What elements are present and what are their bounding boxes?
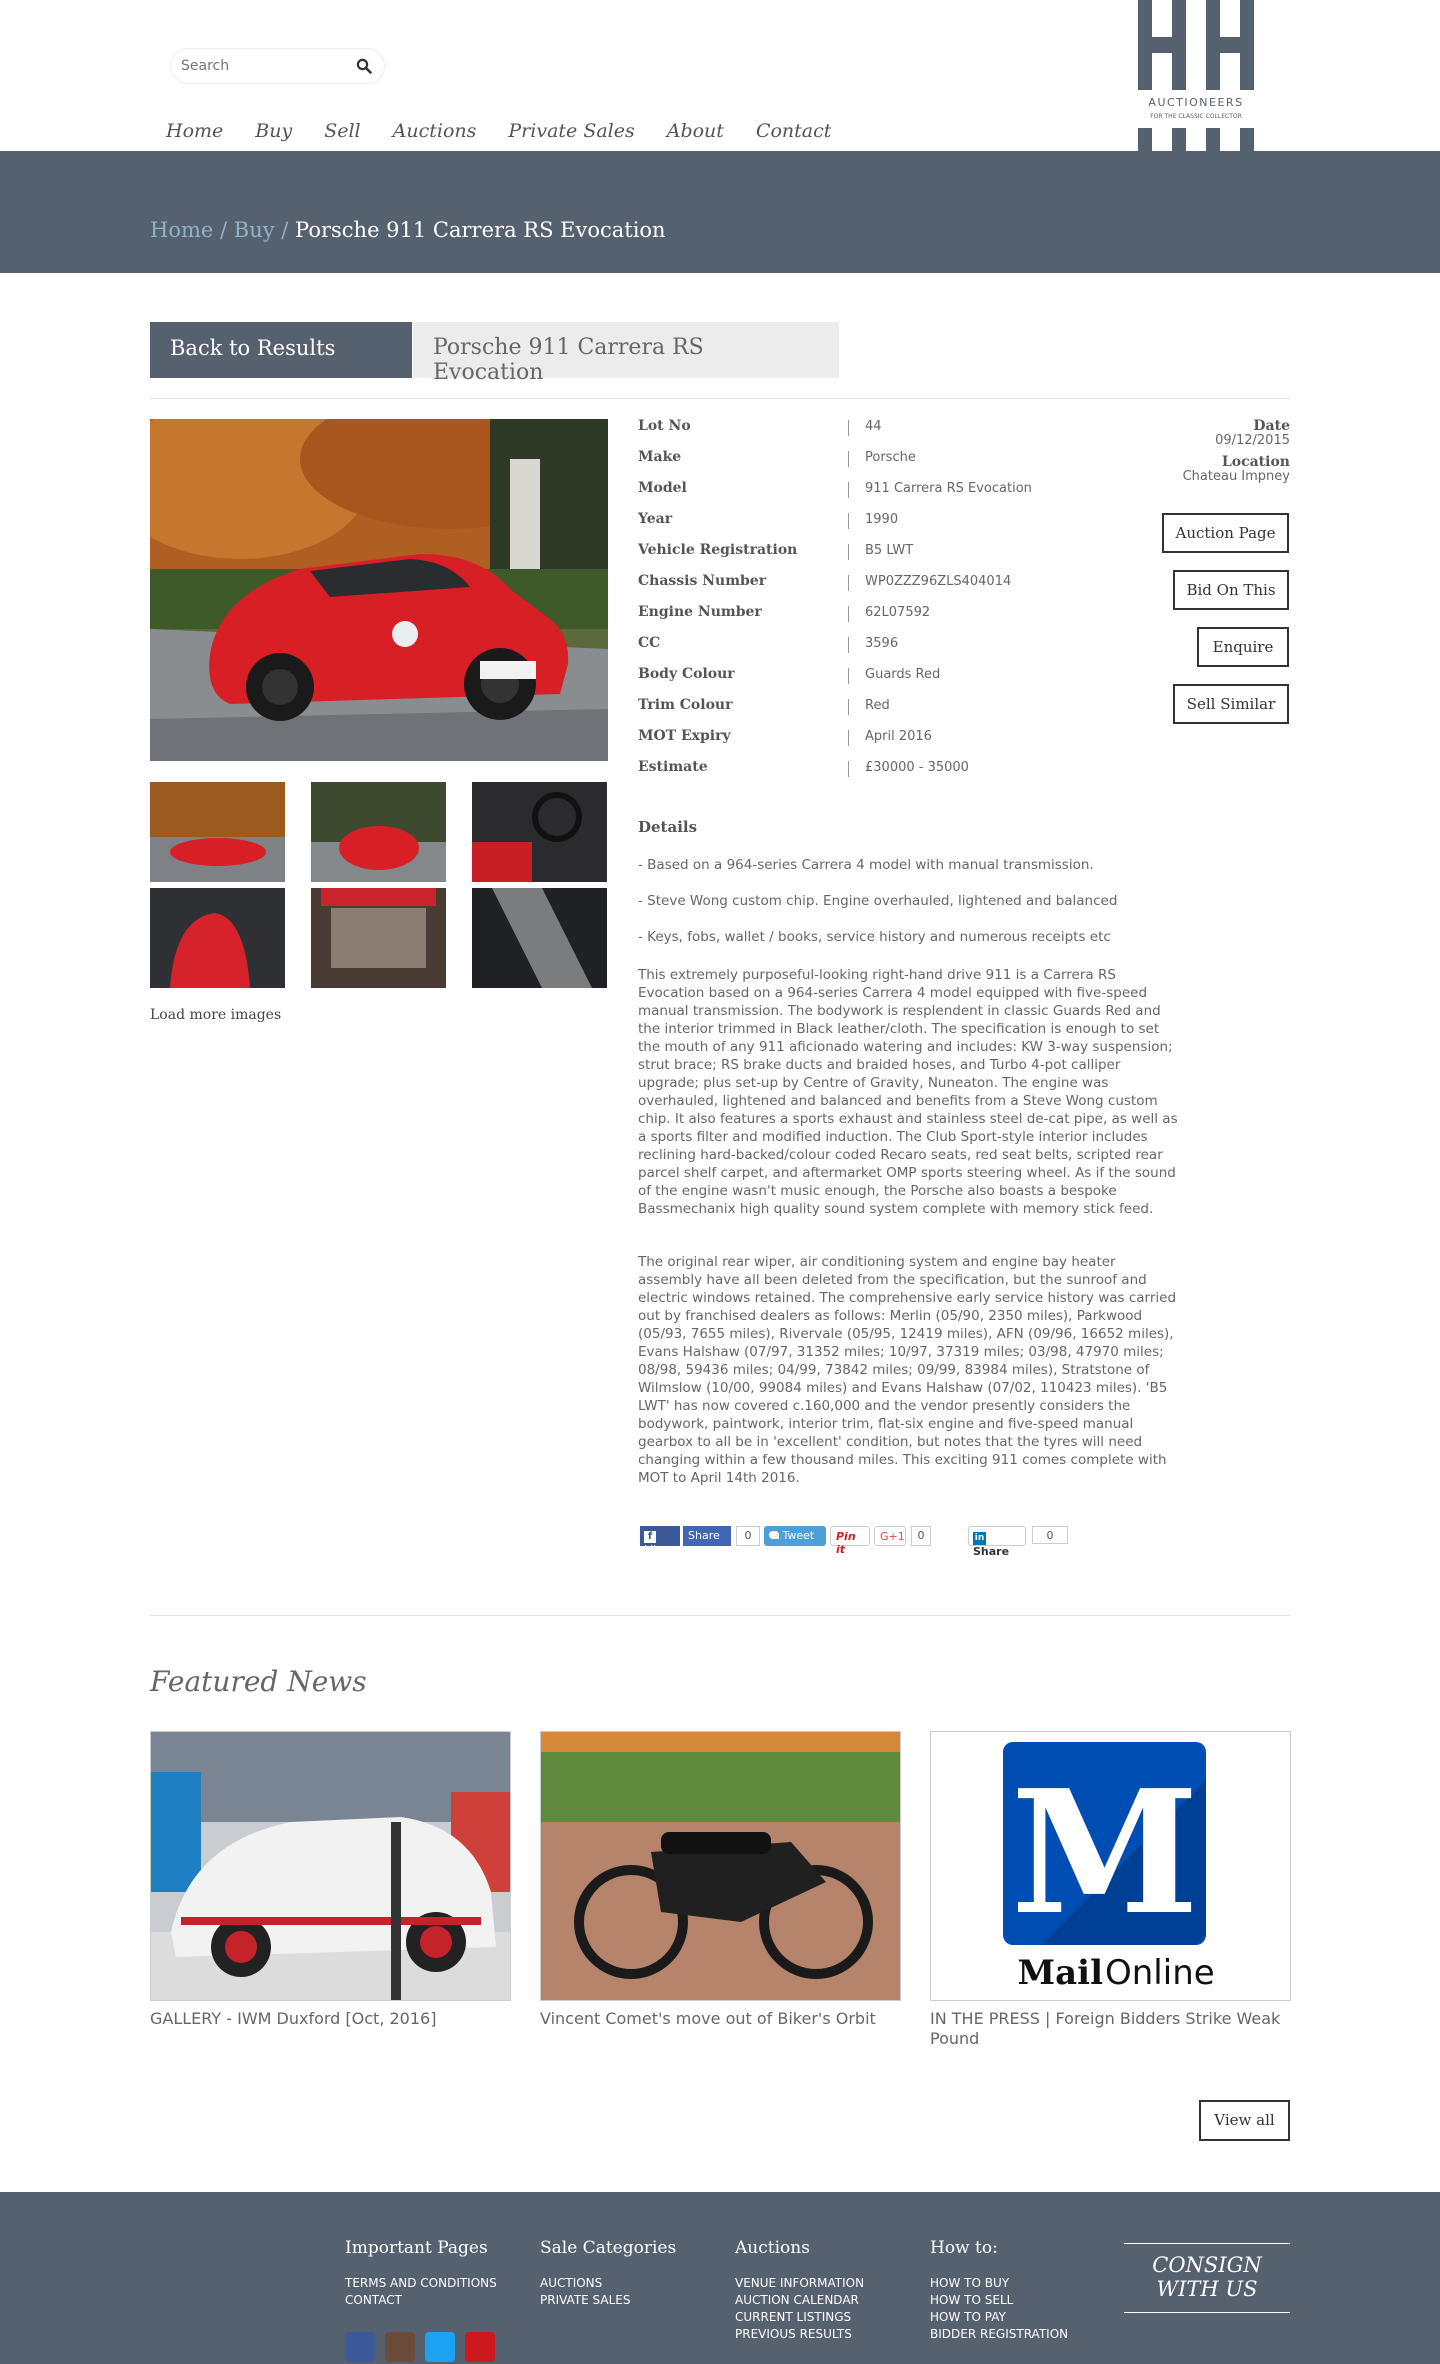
- thumbnail-4[interactable]: [150, 888, 285, 988]
- footer-column-important-pages: [345, 2238, 497, 2309]
- nav-buy[interactable]: Buy: [255, 120, 293, 142]
- history-paragraph: The original rear wiper, air conditioning system and engine bay heater assembly have all been deleted from the specification, but the sunroof and electric windows retained. The comprehensive early service history was carried out by franchised dealers as follows: Merlin (05/90, 2350 miles), Parkwood (05/93, 7655 miles), Rivervale (05/95, 12419 miles), AFN (09/96, 16652 miles), Evans Halshaw (07/97, 31352 miles; 10/97, 37319 miles; 03/98, 47970 miles; 08/98, 59436 miles; 04/99, 73842 miles; 09/99, 83984 miles), Stratstone of Wilmslow (10/00, 99084 miles) and Evans Halshaw (07/02, 110423 miles). 'B5 LWT' has now covered c.160,000 and the vendor presently considers the bodywork, paintwork, interior trim, flat-six engine and five-speed manual gearbox to all be in 'excellent' condition, but notes that the tyres will need changing within a few thousand miles. This exciting 911 comes complete with MOT to April 14th 2016.: [638, 1254, 1177, 1486]
- logo-name: AUCTIONEERS: [1148, 96, 1244, 109]
- details-bullet: - Based on a 964-series Carrera 4 model with manual transmission.: [638, 857, 1094, 873]
- twitter-icon[interactable]: [425, 2332, 455, 2362]
- footer-link-how-to-sell[interactable]: HOW TO SELL: [930, 2293, 1014, 2307]
- spec-row: [638, 759, 1198, 783]
- spec-value: 62L07592: [865, 605, 931, 620]
- consign-line-1: CONSIGN: [1152, 2253, 1262, 2277]
- search-box: [170, 48, 385, 84]
- spec-label: Estimate: [638, 759, 708, 775]
- footer-link-previous-results[interactable]: PREVIOUS RESULTS: [735, 2327, 852, 2341]
- mail-wordmark: Mail: [1017, 1953, 1103, 1993]
- google-plus-button[interactable]: G+1: [874, 1526, 906, 1546]
- footer-link-current-listings[interactable]: CURRENT LISTINGS: [735, 2310, 852, 2324]
- news-image-mailonline[interactable]: [930, 1731, 1291, 2001]
- breadcrumb: [150, 218, 666, 242]
- thumbnail-6[interactable]: [472, 888, 607, 988]
- footer-link-auctions[interactable]: AUCTIONS: [540, 2276, 603, 2290]
- sell-similar-button[interactable]: Sell Similar: [1173, 684, 1289, 724]
- footer-link-contact[interactable]: CONTACT: [345, 2293, 402, 2307]
- auction-location: Chateau Impney: [1182, 469, 1290, 484]
- footer-link-how-to-pay[interactable]: HOW TO PAY: [930, 2310, 1006, 2324]
- spec-separator: [848, 451, 849, 467]
- spec-value: £30000 - 35000: [865, 760, 969, 775]
- facebook-icon[interactable]: [345, 2332, 375, 2362]
- footer-heading: How to:: [930, 2238, 998, 2258]
- site-header: [0, 0, 1440, 151]
- online-wordmark: Online: [1105, 1953, 1215, 1993]
- footer-column-auctions: [735, 2238, 864, 2343]
- footer-link-terms[interactable]: TERMS AND CONDITIONS: [345, 2276, 497, 2290]
- spec-separator: [848, 482, 849, 498]
- facebook-like-button[interactable]: [640, 1526, 680, 1556]
- footer-column-sale-categories: [540, 2238, 676, 2309]
- news-caption[interactable]: IN THE PRESS | Foreign Bidders Strike Weak Pound: [930, 2009, 1281, 2048]
- details-bullet: - Keys, fobs, wallet / books, service history and numerous receipts etc: [638, 929, 1111, 945]
- auction-page-button[interactable]: Auction Page: [1162, 513, 1289, 553]
- breadcrumb-buy[interactable]: Buy: [233, 218, 275, 242]
- main-car-image[interactable]: [150, 419, 608, 761]
- spec-row: [638, 573, 1198, 597]
- news-image-vincent[interactable]: [540, 1731, 901, 2001]
- linkedin-share-button[interactable]: [968, 1526, 1026, 1558]
- spec-value: Porsche: [865, 450, 916, 465]
- thumbnail-2[interactable]: [311, 782, 446, 882]
- spec-label: Year: [638, 511, 673, 527]
- news-image-duxford[interactable]: [150, 1731, 511, 2001]
- search-icon[interactable]: [356, 58, 372, 74]
- spec-value: 3596: [865, 636, 899, 651]
- site-footer: [0, 2192, 1440, 2364]
- spec-label: Lot No: [638, 418, 691, 434]
- spec-row: [638, 449, 1198, 473]
- spec-label: Vehicle Registration: [638, 542, 798, 558]
- spec-value: 911 Carrera RS Evocation: [865, 481, 1032, 496]
- spec-label: Make: [638, 449, 682, 465]
- spec-separator: [848, 420, 849, 436]
- auction-date: 09/12/2015: [1215, 433, 1290, 448]
- spec-separator: [848, 606, 849, 622]
- details-heading: Details: [638, 818, 698, 836]
- consign-line-2: WITH US: [1156, 2277, 1258, 2301]
- spec-value: 44: [865, 419, 882, 434]
- news-caption[interactable]: Vincent Comet's move out of Biker's Orbit: [540, 2009, 876, 2028]
- title-band: [0, 151, 1440, 273]
- linkedin-share-label: Share: [973, 1545, 1010, 1558]
- location-label: Location: [1221, 454, 1290, 470]
- breadcrumb-separator: /: [281, 218, 289, 242]
- linkedin-share-count: 0: [1032, 1526, 1068, 1544]
- footer-social-icons: [345, 2332, 505, 2362]
- load-more-images-link[interactable]: Load more images: [150, 1007, 282, 1023]
- back-to-results-button[interactable]: Back to Results: [150, 322, 412, 378]
- enquire-button[interactable]: Enquire: [1197, 627, 1289, 667]
- hh-logo[interactable]: [1138, 0, 1254, 151]
- spec-row: [638, 635, 1198, 659]
- thumbnail-1[interactable]: [150, 782, 285, 882]
- spec-label: Chassis Number: [638, 573, 767, 589]
- like-label: Like: [644, 1543, 666, 1556]
- spec-row: [638, 480, 1198, 504]
- spec-label: Model: [638, 480, 687, 496]
- spec-row: [638, 728, 1198, 752]
- spec-label: CC: [638, 635, 661, 651]
- thumbnail-3[interactable]: [472, 782, 607, 882]
- description-paragraph: This extremely purposeful-looking right-hand drive 911 is a Carrera RS Evocation based on a 964-series Carrera 4 model equipped with five-speed manual transmission. The bodywork is resplendent in classic Guards Red and the interior trimmed in Black leather/cloth. The specification is enough to set the mouth of any 911 aficionado watering and includes: KW 3-way suspension; strut brace; RS brake ducts and braided hoses, and Turbo 4-pot calliper upgrade; plus set-up by Centre of Gravity, Nuneaton. The engine was overhauled, lightened and balanced and benefits from a Steve Wong custom chip. It also features a sports exhaust and stainless steel de-cat pipe, as well as a sports filter and modified induction. The Club Sport-style interior includes reclining hard-backed/colour coded Recaro seats, red seat belts, scripted rear parcel shelf carpet, and aftermarket OMP sports steering wheel. As if the sound of the engine wasn't music enough, the Porsche also boasts a bespoke Bassmechanix high quality sound system complete with memory stick feed.: [638, 967, 1178, 1217]
- date-label: Date: [1253, 418, 1290, 434]
- spec-separator: [848, 637, 849, 653]
- nav-auctions[interactable]: Auctions: [392, 120, 477, 142]
- thumbnail-5[interactable]: [311, 888, 446, 988]
- spec-value: WP0ZZZ96ZLS404014: [865, 574, 1012, 589]
- mail-m-glyph: M: [1010, 1753, 1200, 1953]
- view-all-news-button[interactable]: View all: [1199, 2100, 1290, 2141]
- google-plus-count: 0: [911, 1526, 931, 1546]
- spec-label: MOT Expiry: [638, 728, 731, 744]
- breadcrumb-separator: /: [220, 218, 228, 242]
- divider: [150, 398, 1290, 399]
- spec-label: Trim Colour: [638, 697, 733, 713]
- breadcrumb-current: Porsche 911 Carrera RS Evocation: [295, 218, 666, 242]
- linkedin-icon: in: [974, 1533, 985, 1543]
- bid-on-this-button[interactable]: Bid On This: [1173, 570, 1289, 610]
- spec-separator: [848, 575, 849, 591]
- nav-about[interactable]: About: [666, 120, 724, 142]
- spec-separator: [848, 699, 849, 715]
- spec-row: [638, 604, 1198, 628]
- spec-separator: [848, 544, 849, 560]
- tweet-button[interactable]: [764, 1526, 826, 1546]
- logo-tagline: FOR THE CLASSIC COLLECTOR: [1150, 113, 1242, 120]
- consign-with-us-link[interactable]: [1124, 2243, 1290, 2313]
- nav-home[interactable]: Home: [166, 120, 224, 142]
- footer-link-private-sales[interactable]: PRIVATE SALES: [540, 2293, 631, 2307]
- footer-column-how-to: [930, 2238, 1068, 2343]
- logo-and: AND: [1186, 59, 1206, 69]
- footer-heading: Important Pages: [345, 2238, 488, 2258]
- divider: [150, 1615, 1290, 1616]
- footer-heading: Sale Categories: [540, 2238, 677, 2258]
- spec-row: [638, 418, 1198, 442]
- lot-title-tab: Porsche 911 Carrera RS Evocation: [413, 322, 839, 378]
- spec-separator: [848, 761, 849, 777]
- footer-link-bidder-registration[interactable]: BIDDER REGISTRATION: [930, 2327, 1069, 2341]
- spec-value: April 2016: [865, 729, 932, 744]
- spec-value: B5 LWT: [865, 543, 914, 558]
- news-caption[interactable]: GALLERY - IWM Duxford [Oct, 2016]: [150, 2009, 437, 2028]
- search-input[interactable]: [181, 55, 351, 77]
- spec-label: Body Colour: [638, 666, 735, 682]
- spec-separator: [848, 730, 849, 746]
- spec-value: 1990: [865, 512, 899, 527]
- facebook-share-button[interactable]: Share: [683, 1526, 731, 1546]
- facebook-share-count: 0: [736, 1526, 760, 1546]
- tweet-label: Tweet: [782, 1529, 815, 1542]
- spec-label: Engine Number: [638, 604, 762, 620]
- facebook-icon: f: [644, 1531, 656, 1543]
- footer-link-how-to-buy[interactable]: HOW TO BUY: [930, 2276, 1010, 2290]
- nav-private-sales[interactable]: Private Sales: [508, 120, 635, 142]
- spec-separator: [848, 513, 849, 529]
- youtube-icon[interactable]: [465, 2332, 495, 2362]
- spec-row: [638, 542, 1198, 566]
- pinterest-button[interactable]: Pin it: [830, 1526, 870, 1546]
- footer-link-auction-calendar[interactable]: AUCTION CALENDAR: [735, 2293, 859, 2307]
- details-bullet: - Steve Wong custom chip. Engine overhauled, lightened and balanced: [638, 893, 1118, 909]
- instagram-icon[interactable]: [385, 2332, 415, 2362]
- featured-news-heading: Featured News: [150, 1665, 367, 1698]
- main-nav: [150, 120, 847, 146]
- spec-row: [638, 666, 1198, 690]
- nav-contact[interactable]: Contact: [755, 120, 832, 142]
- spec-separator: [848, 668, 849, 684]
- spec-row: [638, 511, 1198, 535]
- footer-heading: Auctions: [735, 2238, 810, 2258]
- breadcrumb-home[interactable]: Home: [150, 218, 214, 242]
- spec-value: Guards Red: [865, 667, 941, 682]
- twitter-icon: [769, 1531, 779, 1539]
- spec-row: [638, 697, 1198, 721]
- spec-value: Red: [865, 698, 890, 713]
- nav-sell[interactable]: Sell: [324, 120, 361, 142]
- footer-link-venue-information[interactable]: VENUE INFORMATION: [735, 2276, 865, 2290]
